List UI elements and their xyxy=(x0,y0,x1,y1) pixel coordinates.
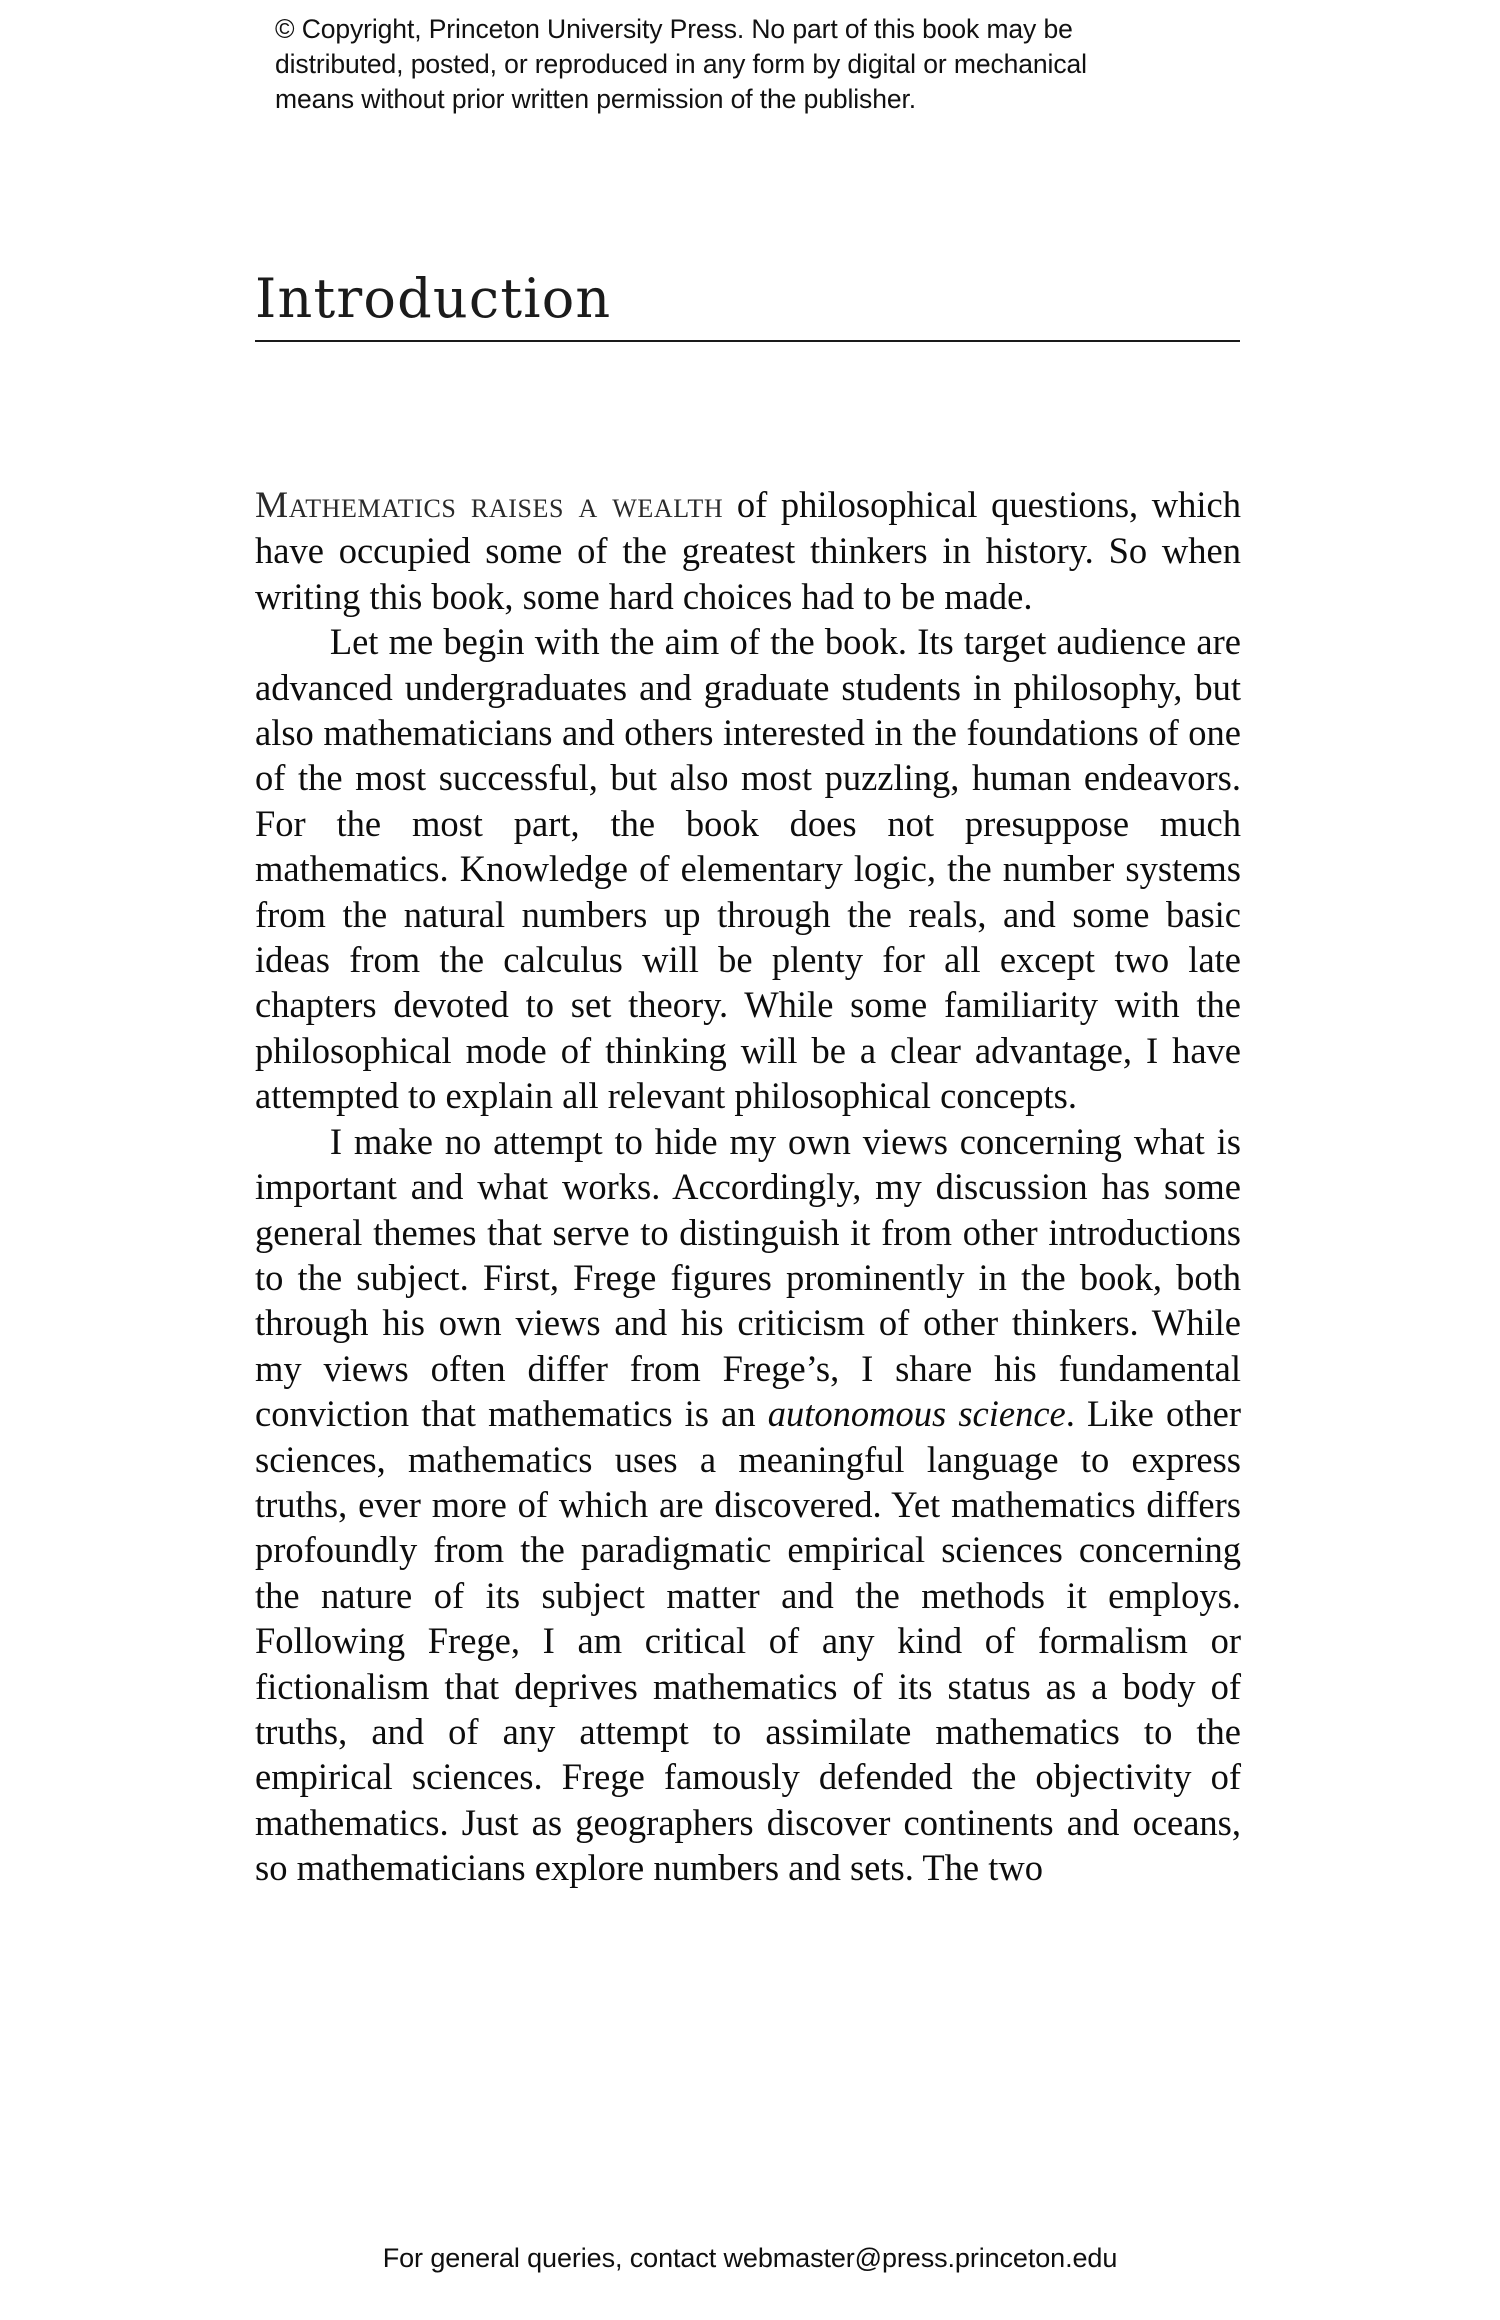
paragraph-3 xyxy=(255,1119,1241,1891)
copyright-line-3: means without prior written permission of the publisher. xyxy=(275,84,917,114)
copyright-notice xyxy=(275,12,1235,117)
paragraph-2: Let me begin with the aim of the book. Its target audience are advanced undergraduates and graduate students in philosophy, but also mathematicians and others interested in the foundations of one of the most successful, but also most puzzling, human endeavors. For the most part, the book does not presuppose much mathematics. Knowledge of elementary logic, the number systems from the natural numbers up through the reals, and some basic ideas from the calculus will be plenty for all except two late chapters devoted to set theory. While some familiarity with the philosophical mode of thinking will be a clear advantage, I have attempted to explain all relevant philosophical concepts. xyxy=(255,621,1241,1117)
body-text xyxy=(255,482,1241,1891)
paragraph-1-rest: of philosophical questions, which have occupied some of the greatest thinkers in history. So when writing this book, some hard choices had to be made. xyxy=(255,484,1241,617)
footer-query-text: For general queries, contact webmaster@press.princeton.edu xyxy=(382,2243,1118,2273)
paragraph-1 xyxy=(255,482,1241,619)
paragraph-3-italic-term: autonomous science xyxy=(767,1393,1066,1435)
copyright-line-2: distributed, posted, or reproduced in any form by digital or mechanical xyxy=(275,49,1087,79)
page-footer xyxy=(0,2240,1500,2276)
page-title: Introduction xyxy=(255,267,612,331)
title-divider xyxy=(255,340,1240,342)
copyright-line-1: © Copyright, Princeton University Press. No part of this book may be xyxy=(275,14,1073,44)
opening-smallcaps: Mathematics raises a wealth xyxy=(255,485,724,526)
paragraph-3-part-2: . Like other sciences, mathematics uses a meaningful language to express truths, ever more of which are discovered. Yet mathematics differs profoundly from the paradigmatic empirical sciences concerning the nature of its subject matter and the methods it employs. Following Frege, I am critical of any kind of formalism or fictionalism that deprives mathematics of its status as a body of truths, and of any attempt to assimilate mathematics to the empirical sciences. Frege famously defended the objectivity of mathematics. Just as geographers discover continents and oceans, so mathematicians explore numbers and sets. The two xyxy=(255,1393,1241,1889)
paragraph-3-part-1: I make no attempt to hide my own views concerning what is important and what works. Accordingly, my discussion has some general themes that serve to distinguish it from other introductions to the subject. First, Frege figures prominently in the book, both through his own views and his criticism of other thinkers. While my views often differ from Frege’s, I share his fundamental conviction that mathematics is an xyxy=(255,1120,1241,1435)
